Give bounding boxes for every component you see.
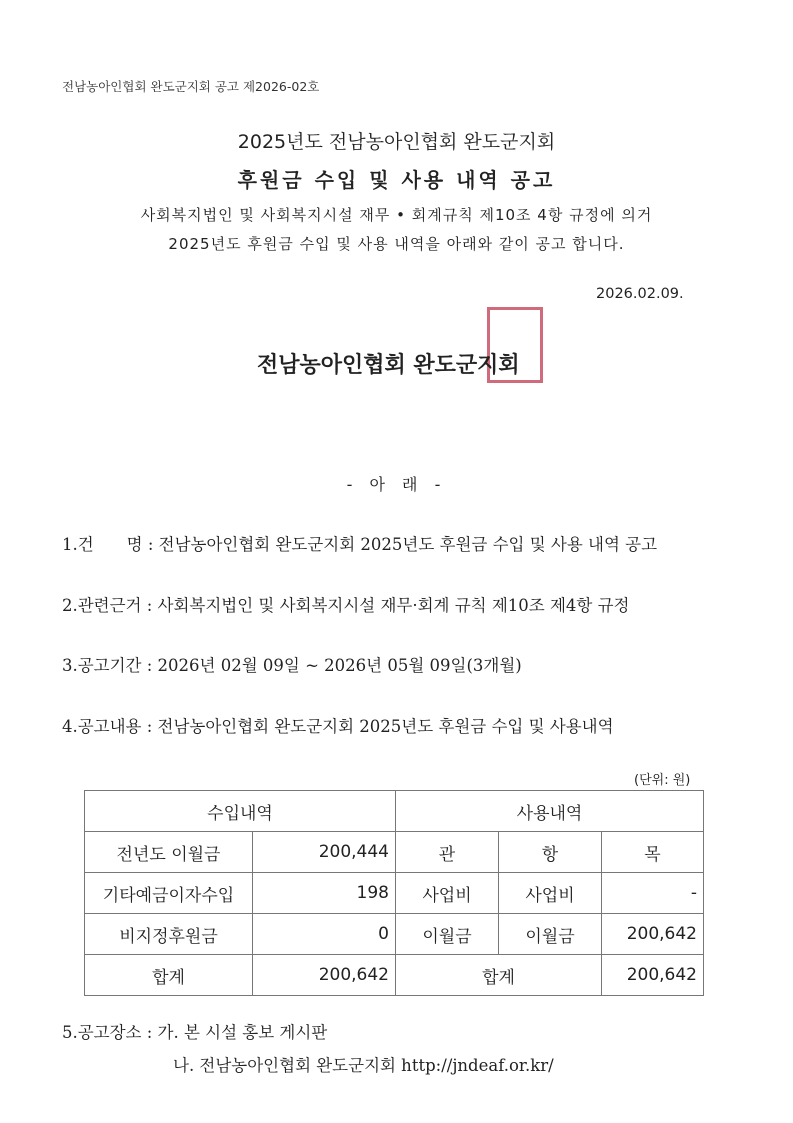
notice-date: 2026.02.09. bbox=[596, 286, 684, 302]
income-label: 전년도 이월금 bbox=[85, 832, 253, 873]
table-header-row bbox=[85, 791, 704, 832]
table-row bbox=[85, 914, 704, 955]
place-line-2: 나. 전남농아인협회 완도군지회 http://jndeaf.or.kr/ bbox=[173, 1056, 554, 1075]
item-subject: 1.건 명 : 전남농아인협회 완도군지회 2025년도 후원금 수입 및 사용 내역 공고 bbox=[62, 535, 658, 554]
income-total-label: 합계 bbox=[85, 955, 253, 996]
income-total-value: 200,642 bbox=[253, 955, 396, 996]
expense-cell: 관 bbox=[396, 832, 499, 873]
expense-total-label: 합계 bbox=[396, 955, 602, 996]
below-label: - 아 래 - bbox=[346, 475, 447, 494]
unit-label: (단위: 원) bbox=[634, 773, 691, 788]
expense-cell: 200,642 bbox=[602, 914, 704, 955]
table-total-row bbox=[85, 955, 704, 996]
expense-cell: 이월금 bbox=[499, 914, 602, 955]
income-value: 200,444 bbox=[253, 832, 396, 873]
document-number: 전남농아인협회 완도군지회 공고 제2026-02호 bbox=[62, 79, 320, 94]
expense-total-value: 200,642 bbox=[602, 955, 704, 996]
income-value: 0 bbox=[253, 914, 396, 955]
expense-cell: 이월금 bbox=[396, 914, 499, 955]
table-row bbox=[85, 832, 704, 873]
expense-cell: 사업비 bbox=[499, 873, 602, 914]
intro-line-2: 2025년도 후원금 수입 및 사용 내역을 아래와 같이 공고 합니다. bbox=[168, 235, 625, 253]
income-expense-table bbox=[84, 790, 704, 996]
organization-name: 전남농아인협회 완도군지회 bbox=[257, 353, 520, 378]
income-value: 198 bbox=[253, 873, 396, 914]
expense-cell: - bbox=[602, 873, 704, 914]
title-line-1: 2025년도 전남농아인협회 완도군지회 bbox=[237, 131, 556, 153]
income-label: 기타예금이자수입 bbox=[85, 873, 253, 914]
title-line-2: 후원금 수입 및 사용 내역 공고 bbox=[237, 168, 556, 192]
expense-cell: 항 bbox=[499, 832, 602, 873]
item-period: 3.공고기간 : 2026년 02월 09일 ~ 2026년 05월 09일(3개월) bbox=[62, 656, 522, 675]
expense-cell: 목 bbox=[602, 832, 704, 873]
expense-header: 사용내역 bbox=[396, 791, 704, 832]
income-header: 수입내역 bbox=[85, 791, 396, 832]
item-content: 4.공고내용 : 전남농아인협회 완도군지회 2025년도 후원금 수입 및 사용내역 bbox=[62, 717, 614, 736]
income-label: 비지정후원금 bbox=[85, 914, 253, 955]
item-basis: 2.관련근거 : 사회복지법인 및 사회복지시설 재무·회계 규칙 제10조 제4항 규정 bbox=[62, 596, 630, 615]
place-line-1: 5.공고장소 : 가. 본 시설 홍보 게시판 bbox=[62, 1023, 328, 1042]
expense-cell: 사업비 bbox=[396, 873, 499, 914]
table-row bbox=[85, 873, 704, 914]
intro-line-1: 사회복지법인 및 사회복지시설 재무 • 회계규칙 제10조 4항 규정에 의거 bbox=[140, 206, 653, 224]
